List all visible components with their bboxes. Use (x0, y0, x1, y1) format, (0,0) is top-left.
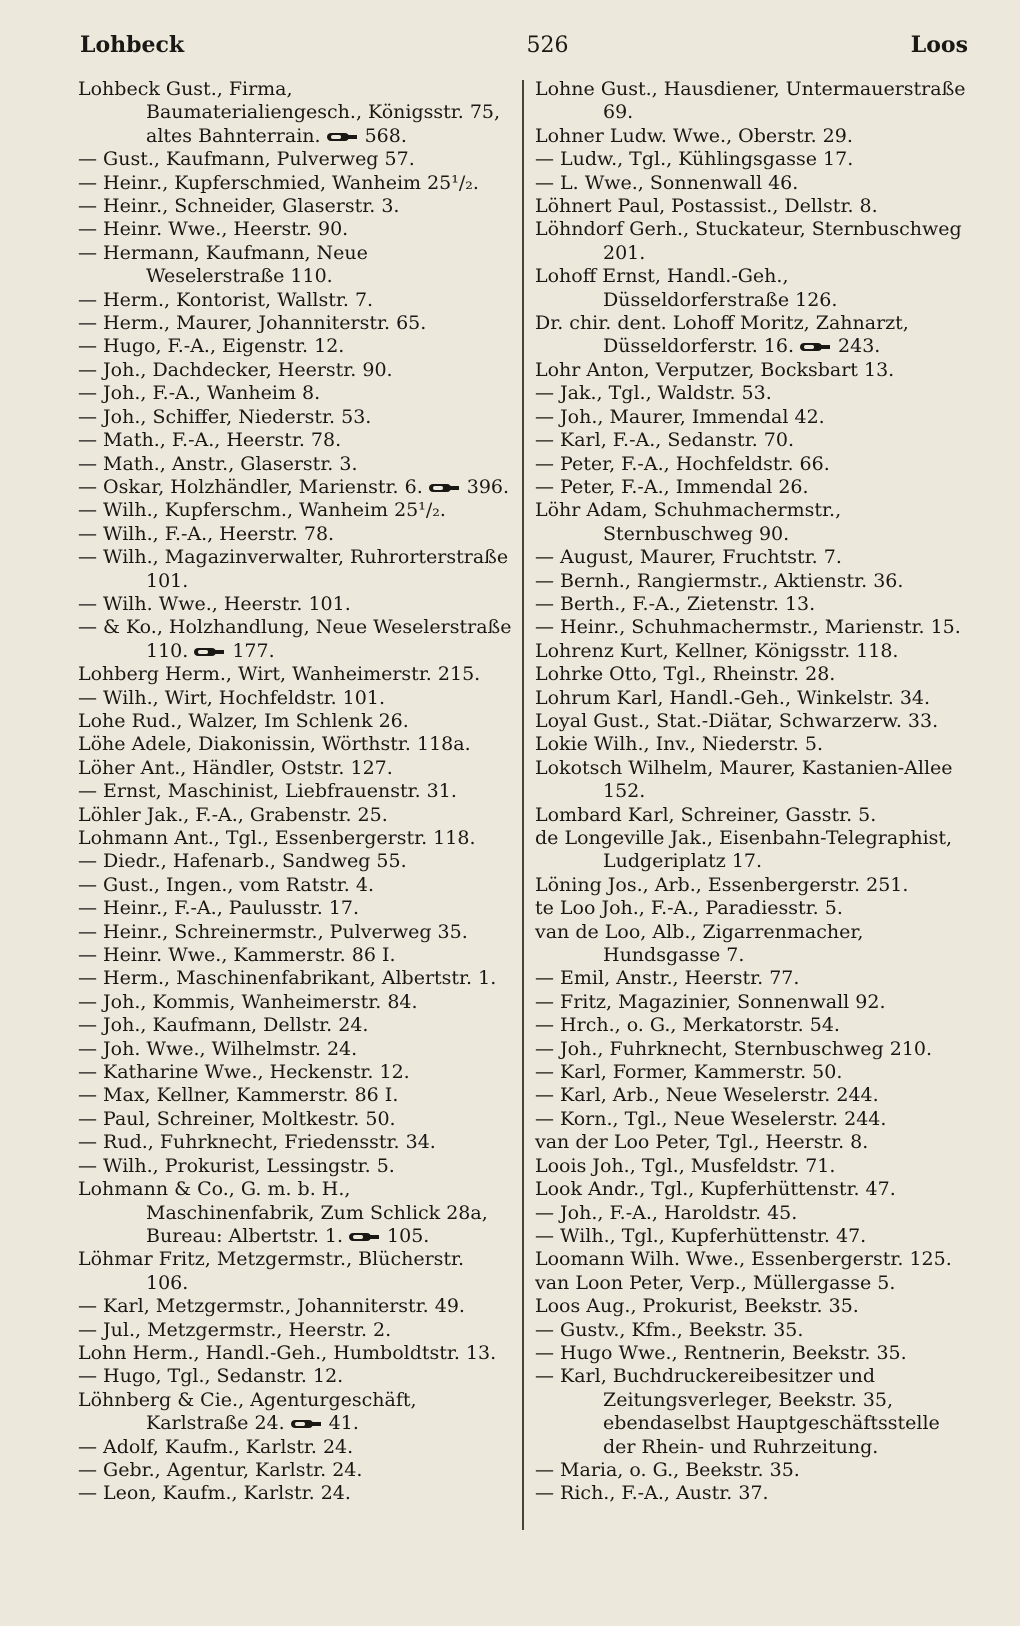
entry-text: — Karl, Buchdruckereibesitzer und Zeitungsverleger, Beekstr. 35, ebendaselbst Hauptgeschäftsstelle der Rhein- und Ruhrzeitung. (535, 1365, 940, 1458)
entry-text: de Longeville Jak., Eisenbahn-Telegraphist, Ludgeriplatz 17. (535, 827, 953, 873)
entry-text: — & Ko., Holzhandlung, Neue Weselerstraße 110. (78, 616, 512, 662)
column-divider (522, 80, 524, 1530)
directory-entry (78, 804, 512, 827)
phone-number: 396. (466, 475, 510, 498)
directory-entry (78, 218, 512, 241)
entry-text: — Heinr., Schreinermstr., Pulverweg 35. (78, 920, 468, 943)
entry-text: — Rud., Fuhrknecht, Friedensstr. 34. (78, 1131, 436, 1154)
entry-text: Löning Jos., Arb., Essenbergerstr. 251. (535, 873, 909, 896)
directory-entry (535, 172, 971, 195)
directory-entry (78, 1459, 512, 1482)
entry-text: — Ernst, Maschinist, Liebfrauenstr. 31. (78, 780, 457, 803)
directory-entry (535, 733, 971, 756)
entry-text: Lohrenz Kurt, Kellner, Königsstr. 118. (535, 639, 899, 662)
header-right-keyword: Loos (910, 32, 968, 58)
directory-entry (535, 359, 971, 382)
entry-text: Loyal Gust., Stat.-Diätar, Schwarzerw. 33. (535, 709, 939, 732)
entry-text: Lohoff Ernst, Handl.-Geh., Düsseldorferstraße 126. (535, 265, 838, 311)
entry-text: — Peter, F.-A., Hochfeldstr. 66. (535, 452, 830, 475)
entry-text: — Math., F.-A., Heerstr. 78. (78, 429, 342, 452)
entry-text: — Peter, F.-A., Immendal 26. (535, 475, 809, 498)
entry-text: — Wilh., Magazinverwalter, Ruhrorterstraße 101. (78, 546, 509, 592)
entry-text: — Hugo, F.-A., Eigenstr. 12. (78, 335, 345, 358)
directory-entry (78, 1061, 512, 1084)
entry-text: — Gust., Ingen., vom Ratstr. 4. (78, 873, 374, 896)
entry-text: — Heinr. Wwe., Kammerstr. 86 I. (78, 944, 396, 967)
entry-text: — Joh., F.-A., Haroldstr. 45. (535, 1201, 798, 1224)
directory-entry (78, 1178, 512, 1248)
entry-text: Lohbeck Gust., Firma, Baumaterialiengesch., Königsstr. 75, altes Bahnterrain. (78, 78, 501, 147)
entry-text: Lokie Wilh., Inv., Niederstr. 5. (535, 733, 823, 756)
directory-entry (535, 1084, 971, 1107)
telephone-handset-icon (325, 129, 359, 145)
entry-text: — Herm., Maurer, Johanniterstr. 65. (78, 312, 427, 335)
entry-text: — Wilh., Tgl., Kupferhüttenstr. 47. (535, 1224, 867, 1247)
entry-text: — Oskar, Holzhändler, Marienstr. 6. (78, 475, 423, 498)
directory-entry (78, 616, 512, 663)
directory-entry (535, 1014, 971, 1037)
left-column (78, 78, 512, 1506)
entry-text: — Gustv., Kfm., Beekstr. 35. (535, 1318, 804, 1341)
entry-text: — Max, Kellner, Kammerstr. 86 I. (78, 1084, 399, 1107)
entry-text: Löher Ant., Händler, Oststr. 127. (78, 756, 393, 779)
entry-text: Lohrke Otto, Tgl., Rheinstr. 28. (535, 663, 836, 686)
entry-text: Lohner Ludw. Wwe., Oberstr. 29. (535, 124, 853, 147)
directory-entry (78, 967, 512, 990)
directory-entry (78, 1436, 512, 1459)
entry-text: — Herm., Maschinenfabrikant, Albertstr. 1. (78, 967, 497, 990)
directory-entry (78, 312, 512, 335)
directory-entry (535, 1178, 971, 1201)
directory-entry (78, 172, 512, 195)
entry-text: Lohmann & Co., G. m. b. H., Maschinenfabrik, Zum Schlick 28a, Bureau: Albertstr. 1. (78, 1178, 488, 1247)
entry-text: Lokotsch Wilhelm, Maurer, Kastanien-Allee 152. (535, 756, 953, 803)
entry-text: Dr. chir. dent. Lohoff Moritz, Zahnarzt, Düsseldorferstr. 16. (535, 312, 909, 358)
entry-text: Lohr Anton, Verputzer, Bocksbart 13. (535, 358, 895, 381)
telephone-handset-icon (427, 480, 461, 496)
directory-entry (535, 312, 971, 359)
directory-entry (78, 499, 512, 522)
entry-text: — L. Wwe., Sonnenwall 46. (535, 171, 799, 194)
directory-entry (78, 1014, 512, 1037)
entry-text: — Joh., Maurer, Immendal 42. (535, 405, 825, 428)
entry-text: — Gust., Kaufmann, Pulverweg 57. (78, 148, 415, 171)
entry-text: van der Loo Peter, Tgl., Heerstr. 8. (535, 1131, 869, 1154)
entry-text: — Joh. Wwe., Wilhelmstr. 24. (78, 1037, 358, 1060)
phone-number: 568. (364, 124, 407, 147)
telephone-handset-icon (289, 1416, 323, 1432)
entry-text: — Hugo, Tgl., Sedanstr. 12. (78, 1365, 344, 1388)
entry-text: Löhnberg & Cie., Agenturgeschäft, Karlstraße 24. (78, 1388, 417, 1435)
entry-text: — Berth., F.-A., Zietenstr. 13. (535, 592, 816, 615)
phone-number: 177. (232, 639, 275, 662)
directory-entry (535, 570, 971, 593)
entry-text: — Wilh., Wirt, Hochfeldstr. 101. (78, 686, 385, 709)
directory-entry (78, 944, 512, 967)
entry-text: Lohne Gust., Hausdiener, Untermauerstraße 69. (535, 78, 966, 124)
entry-text: — Joh., Kommis, Wanheimerstr. 84. (78, 990, 418, 1013)
entry-text: — Joh., Schiffer, Niederstr. 53. (78, 405, 372, 428)
directory-entry (78, 1319, 512, 1342)
entry-text: Löhr Adam, Schuhmachermstr., Sternbuschweg 90. (535, 499, 842, 545)
directory-entry (78, 148, 512, 171)
directory-entry (535, 148, 971, 171)
directory-entry (78, 406, 512, 429)
directory-entry (78, 663, 512, 686)
entry-text: — Heinr., Schuhmachermstr., Marienstr. 15. (535, 616, 961, 639)
directory-entry (78, 921, 512, 944)
entry-text: Lohberg Herm., Wirt, Wanheimerstr. 215. (78, 663, 481, 686)
directory-entry (78, 710, 512, 733)
directory-entry (535, 499, 971, 546)
entry-text: Loomann Wilh. Wwe., Essenbergerstr. 125. (535, 1248, 952, 1271)
running-header (80, 28, 968, 62)
entry-text: — Rich., F.-A., Austr. 37. (535, 1482, 769, 1505)
phone-number: 243. (838, 335, 881, 358)
entry-text: — Bernh., Rangiermstr., Aktienstr. 36. (535, 569, 904, 592)
directory-entry (78, 1038, 512, 1061)
entry-text: te Loo Joh., F.-A., Paradiesstr. 5. (535, 897, 843, 920)
entry-text: — Karl, Metzgermstr., Johanniterstr. 49. (78, 1295, 465, 1318)
entry-text: — Hugo Wwe., Rentnerin, Beekstr. 35. (535, 1341, 907, 1364)
entry-text: Loois Joh., Tgl., Musfeldstr. 71. (535, 1154, 836, 1177)
directory-entry (535, 1459, 971, 1482)
directory-entry (535, 663, 971, 686)
phone-number: 105. (387, 1224, 430, 1247)
entry-text: — Korn., Tgl., Neue Weselerstr. 244. (535, 1107, 887, 1130)
directory-entry (535, 804, 971, 827)
directory-entry (78, 335, 512, 358)
entry-text: Löhnert Paul, Postassist., Dellstr. 8. (535, 195, 878, 218)
directory-entry (78, 991, 512, 1014)
entry-text: Loos Aug., Prokurist, Beekstr. 35. (535, 1295, 859, 1318)
entry-text: — Wilh., Prokurist, Lessingstr. 5. (78, 1154, 395, 1177)
directory-entry (535, 195, 971, 218)
directory-entry (78, 827, 512, 850)
directory-entry (535, 687, 971, 710)
directory-entry (78, 1131, 512, 1154)
directory-entry (535, 218, 971, 265)
entry-text: — Joh., Fuhrknecht, Sternbuschweg 210. (535, 1037, 933, 1060)
directory-entry (535, 453, 971, 476)
entry-text: — Adolf, Kaufm., Karlstr. 24. (78, 1435, 354, 1458)
directory-entry (78, 850, 512, 873)
entry-text: van Loon Peter, Verp., Müllergasse 5. (535, 1271, 896, 1294)
entry-text: Lohn Herm., Handl.-Geh., Humboldtstr. 13. (78, 1341, 497, 1364)
directory-entry (78, 1365, 512, 1388)
directory-entry (535, 125, 971, 148)
directory-entry (535, 967, 971, 990)
entry-text: — Paul, Schreiner, Moltkestr. 50. (78, 1107, 396, 1130)
directory-entry (78, 78, 512, 148)
directory-entry (78, 687, 512, 710)
directory-entry (535, 757, 971, 804)
entry-text: — Ludw., Tgl., Kühlingsgasse 17. (535, 148, 854, 171)
entry-text: — Wilh. Wwe., Heerstr. 101. (78, 592, 351, 615)
directory-entry (535, 897, 971, 920)
entry-text: — Karl, F.-A., Sedanstr. 70. (535, 429, 794, 452)
entry-text: — Joh., F.-A., Wanheim 8. (78, 382, 321, 405)
telephone-handset-icon (347, 1229, 381, 1245)
directory-entry (535, 827, 971, 874)
entry-text: Lohe Rud., Walzer, Im Schlenk 26. (78, 709, 409, 732)
page-number: 526 (526, 32, 569, 58)
directory-entry (78, 289, 512, 312)
directory-entry (78, 780, 512, 803)
entry-text: — Hrch., o. G., Merkatorstr. 54. (535, 1014, 840, 1037)
entry-text: Lohrum Karl, Handl.-Geh., Winkelstr. 34. (535, 686, 931, 709)
directory-entry (535, 991, 971, 1014)
entry-text: — August, Maurer, Fruchtstr. 7. (535, 546, 842, 569)
entry-text: — Leon, Kaufm., Karlstr. 24. (78, 1482, 351, 1505)
directory-entry (535, 874, 971, 897)
entry-text: Löhmar Fritz, Metzgermstr., Blücherstr. 106. (78, 1248, 465, 1294)
directory-entry (535, 1365, 971, 1459)
directory-entry (535, 1272, 971, 1295)
directory-entry (78, 382, 512, 405)
right-column (535, 78, 971, 1506)
entry-text: — Diedr., Hafenarb., Sandweg 55. (78, 850, 407, 873)
directory-entry (78, 476, 512, 499)
directory-entry (535, 429, 971, 452)
directory-entry (535, 546, 971, 569)
directory-entry (78, 733, 512, 756)
directory-entry (535, 1342, 971, 1365)
entry-text: — Heinr., Kupferschmied, Wanheim 25¹/₂. (78, 171, 479, 194)
directory-entry (78, 1295, 512, 1318)
entry-text: Löhler Jak., F.-A., Grabenstr. 25. (78, 803, 388, 826)
telephone-handset-icon (192, 644, 226, 660)
directory-entry (535, 406, 971, 429)
directory-entry (535, 1319, 971, 1342)
directory-entry (535, 593, 971, 616)
entry-text: — Heinr. Wwe., Heerstr. 90. (78, 218, 349, 241)
entry-text: — Joh., Dachdecker, Heerstr. 90. (78, 358, 393, 381)
entry-text: Lombard Karl, Schreiner, Gasstr. 5. (535, 803, 877, 826)
directory-entry (535, 1038, 971, 1061)
directory-entry (535, 1061, 971, 1084)
entry-text: Löhndorf Gerh., Stuckateur, Sternbuschweg 201. (535, 218, 962, 264)
directory-entry (78, 523, 512, 546)
directory-entry (535, 616, 971, 639)
entry-text: Lohmann Ant., Tgl., Essenbergerstr. 118. (78, 827, 476, 849)
directory-entry (78, 1482, 512, 1505)
directory-entry (78, 1342, 512, 1365)
entry-text: — Wilh., Kupferschm., Wanheim 25¹/₂. (78, 499, 446, 522)
directory-entry (535, 921, 971, 968)
telephone-handset-icon (798, 339, 832, 355)
phone-number: 41. (328, 1412, 359, 1435)
directory-entry (78, 1248, 512, 1295)
directory-entry (78, 429, 512, 452)
entry-text: — Karl, Former, Kammerstr. 50. (535, 1061, 843, 1084)
entry-text: Look Andr., Tgl., Kupferhüttenstr. 47. (535, 1178, 896, 1201)
entry-text: — Hermann, Kaufmann, Neue Weselerstraße 110. (78, 241, 368, 288)
directory-entry (535, 1295, 971, 1318)
entry-text: Löhe Adele, Diakonissin, Wörthstr. 118a. (78, 733, 471, 756)
directory-entry (535, 1155, 971, 1178)
directory-entry (535, 1108, 971, 1131)
directory-entry (535, 1482, 971, 1505)
directory-entry (78, 453, 512, 476)
directory-entry (535, 1202, 971, 1225)
entry-text: — Fritz, Magazinier, Sonnenwall 92. (535, 990, 886, 1013)
directory-entry (78, 874, 512, 897)
directory-entry (78, 593, 512, 616)
header-left-keyword: Lohbeck (80, 32, 185, 58)
directory-entry (78, 1108, 512, 1131)
directory-entry (78, 757, 512, 780)
directory-entry (535, 476, 971, 499)
directory-entry (78, 1389, 512, 1436)
directory-entry (535, 1225, 971, 1248)
entry-text: van de Loo, Alb., Zigarrenmacher, Hundsgasse 7. (535, 920, 864, 967)
entry-text: — Gebr., Agentur, Karlstr. 24. (78, 1458, 363, 1481)
directory-entry (78, 359, 512, 382)
directory-entry (535, 78, 971, 125)
entry-text: — Wilh., F.-A., Heerstr. 78. (78, 522, 335, 545)
directory-entry (78, 242, 512, 289)
entry-text: — Emil, Anstr., Heerstr. 77. (535, 967, 800, 990)
directory-entry (78, 546, 512, 593)
directory-entry (78, 1084, 512, 1107)
entry-text: — Herm., Kontorist, Wallstr. 7. (78, 288, 374, 311)
entry-text: — Math., Anstr., Glaserstr. 3. (78, 452, 358, 475)
directory-entry (535, 265, 971, 312)
entry-text: — Joh., Kaufmann, Dellstr. 24. (78, 1014, 369, 1037)
directory-entry (535, 640, 971, 663)
directory-entry (535, 1248, 971, 1271)
entry-text: — Jul., Metzgermstr., Heerstr. 2. (78, 1318, 392, 1341)
directory-entry (78, 195, 512, 218)
directory-entry (535, 1131, 971, 1154)
directory-entry (78, 897, 512, 920)
entry-text: — Maria, o. G., Beekstr. 35. (535, 1458, 800, 1481)
entry-text: — Karl, Arb., Neue Weselerstr. 244. (535, 1084, 879, 1107)
directory-entry (535, 710, 971, 733)
entry-text: — Heinr., F.-A., Paulusstr. 17. (78, 897, 360, 920)
entry-text: — Katharine Wwe., Heckenstr. 12. (78, 1061, 410, 1084)
entry-text: — Jak., Tgl., Waldstr. 53. (535, 382, 772, 405)
directory-entry (535, 382, 971, 405)
directory-entry (78, 1155, 512, 1178)
entry-text: — Heinr., Schneider, Glaserstr. 3. (78, 195, 400, 218)
